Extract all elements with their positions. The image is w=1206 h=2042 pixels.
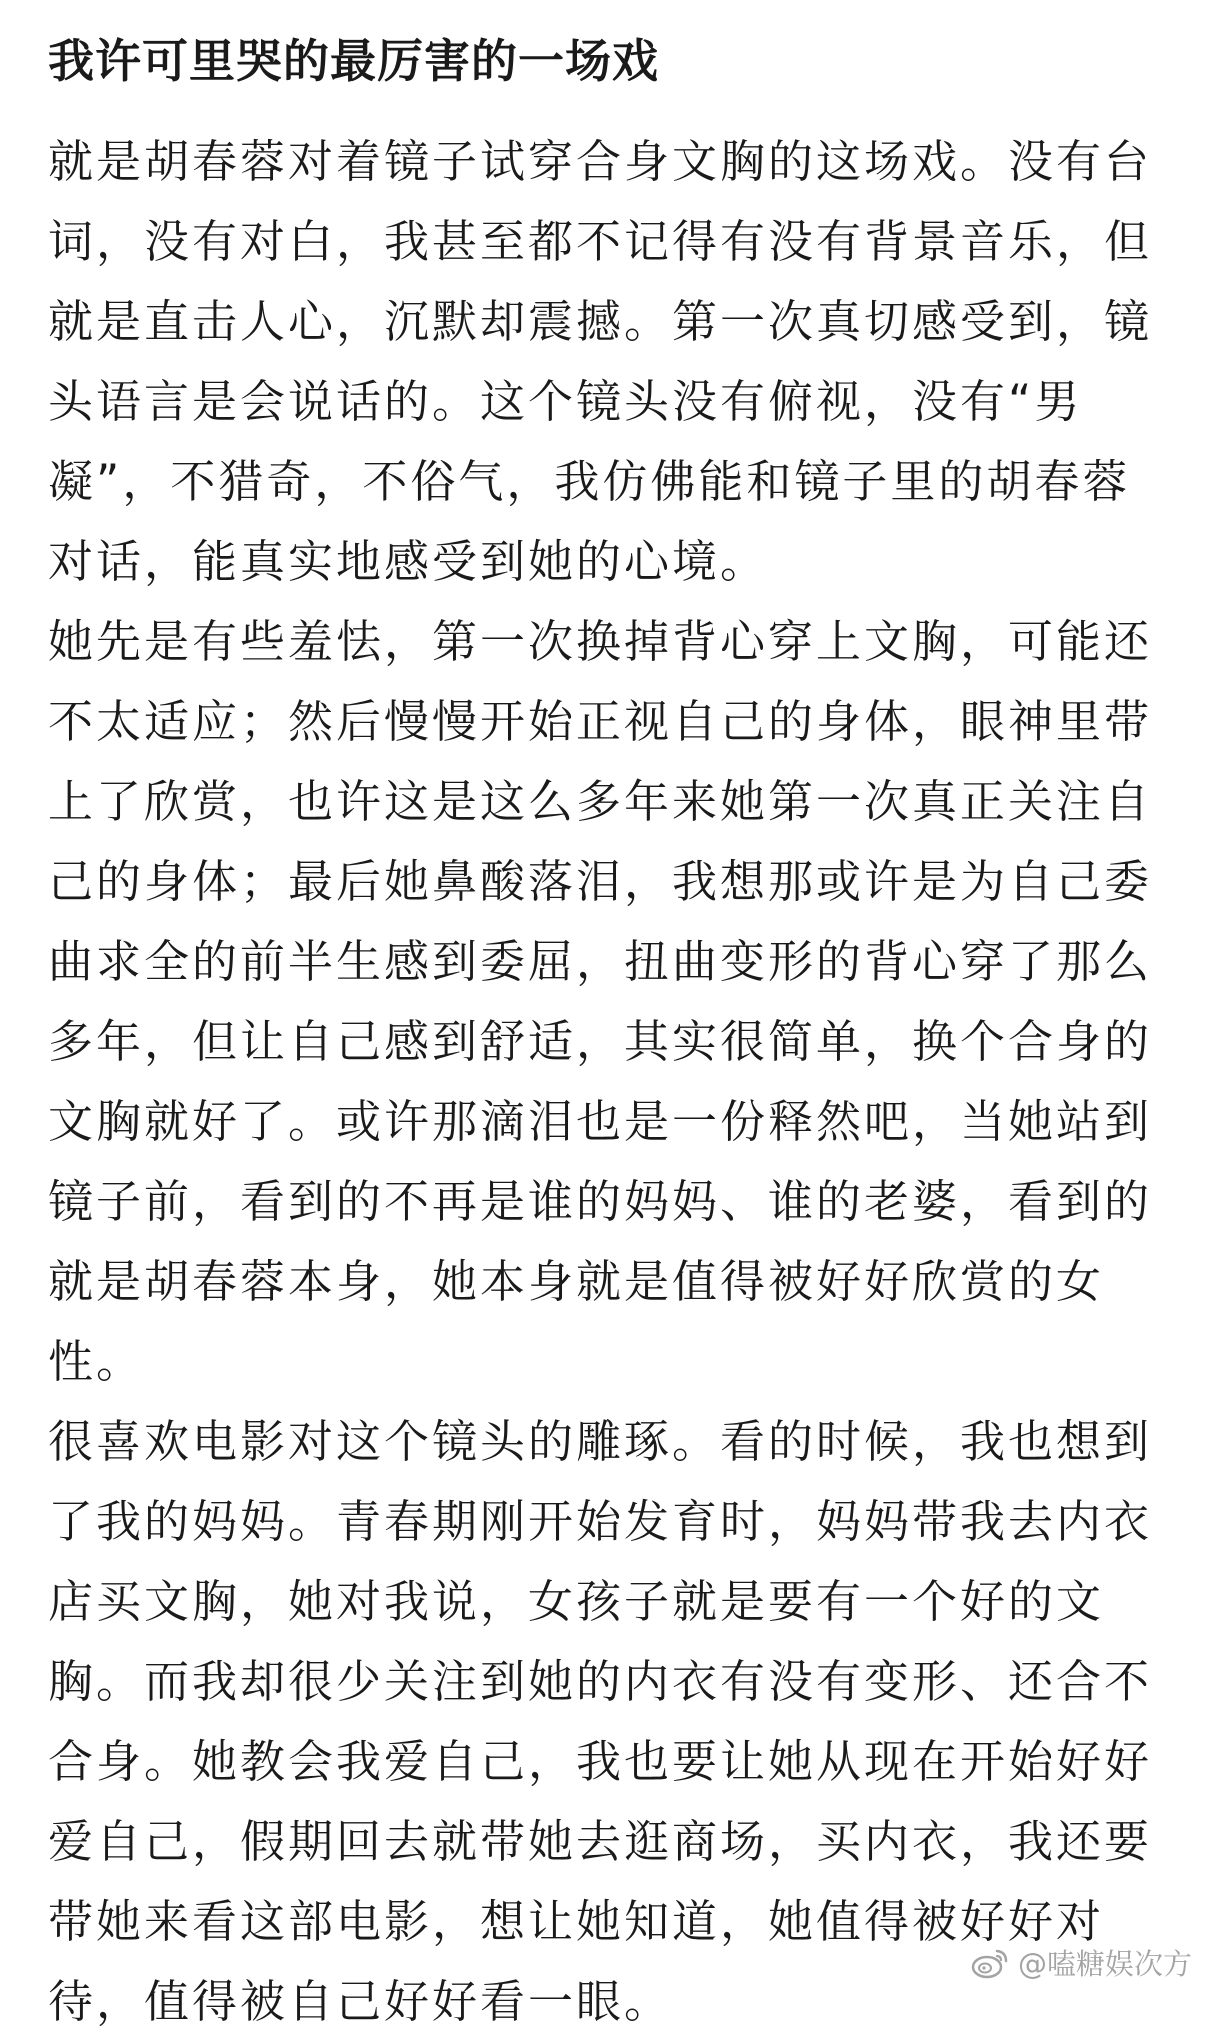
- text-line: 就是直击人心，沉默却震撼。第一次真切感受到，镜: [48, 295, 1153, 348]
- text-line: 曲求全的前半生感到委屈，扭曲变形的背心穿了那么: [48, 935, 1153, 988]
- text-line: 己的身体；最后她鼻酸落泪，我想那或许是为自己委: [48, 855, 1153, 908]
- text-line: 对话，能真实地感受到她的心境。: [48, 535, 769, 588]
- paragraph-2: [48, 602, 1163, 1402]
- text-line: 头语言是会说话的。这个镜头没有俯视，没有“男: [48, 375, 1083, 428]
- text-line: 待，值得被自己好好看一眼。: [48, 1975, 673, 2028]
- text-line: 多年，但让自己感到舒适，其实很简单，换个合身的: [48, 1015, 1153, 1068]
- text-line: 爱自己，假期回去就带她去逛商场，买内衣，我还要: [48, 1815, 1153, 1868]
- weibo-logo-icon: [970, 1946, 1010, 1980]
- paragraph-1: [48, 122, 1163, 602]
- text-line: 了我的妈妈。青春期刚开始发育时，妈妈带我去内衣: [48, 1495, 1153, 1548]
- text-line: 她先是有些羞怯，第一次换掉背心穿上文胸，可能还: [48, 615, 1153, 668]
- text-line: 性。: [48, 1335, 145, 1388]
- article: [48, 26, 1163, 2042]
- text-line: 文胸就好了。或许那滴泪也是一份释然吧，当她站到: [48, 1095, 1153, 1148]
- text-line: 就是胡春蓉本身，她本身就是值得被好好欣赏的女: [48, 1255, 1105, 1308]
- text-line: 带她来看这部电影，想让她知道，她值得被好好对: [48, 1895, 1105, 1948]
- watermark: [970, 1942, 1192, 1983]
- article-title: 我许可里哭的最厉害的一场戏: [48, 34, 659, 88]
- text-line: 很喜欢电影对这个镜头的雕琢。看的时候，我也想到: [48, 1415, 1153, 1468]
- text-line: 就是胡春蓉对着镜子试穿合身文胸的这场戏。没有台: [48, 135, 1153, 188]
- text-line: 不太适应；然后慢慢开始正视自己的身体，眼神里带: [48, 695, 1153, 748]
- text-line: 合身。她教会我爱自己，我也要让她从现在开始好好: [48, 1735, 1153, 1788]
- watermark-text: @嗑糖娱次方: [1017, 1947, 1192, 1981]
- text-line: 镜子前，看到的不再是谁的妈妈、谁的老婆，看到的: [48, 1175, 1153, 1228]
- text-line: 上了欣赏，也许这是这么多年来她第一次真正关注自: [48, 775, 1153, 828]
- text-line: 胸。而我却很少关注到她的内衣有没有变形、还合不: [48, 1655, 1153, 1708]
- text-line: 凝”，不猎奇，不俗气，我仿佛能和镜子里的胡春蓉: [48, 455, 1131, 508]
- text-line: 店买文胸，她对我说，女孩子就是要有一个好的文: [48, 1575, 1105, 1628]
- text-line: 词，没有对白，我甚至都不记得有没有背景音乐，但: [48, 215, 1153, 268]
